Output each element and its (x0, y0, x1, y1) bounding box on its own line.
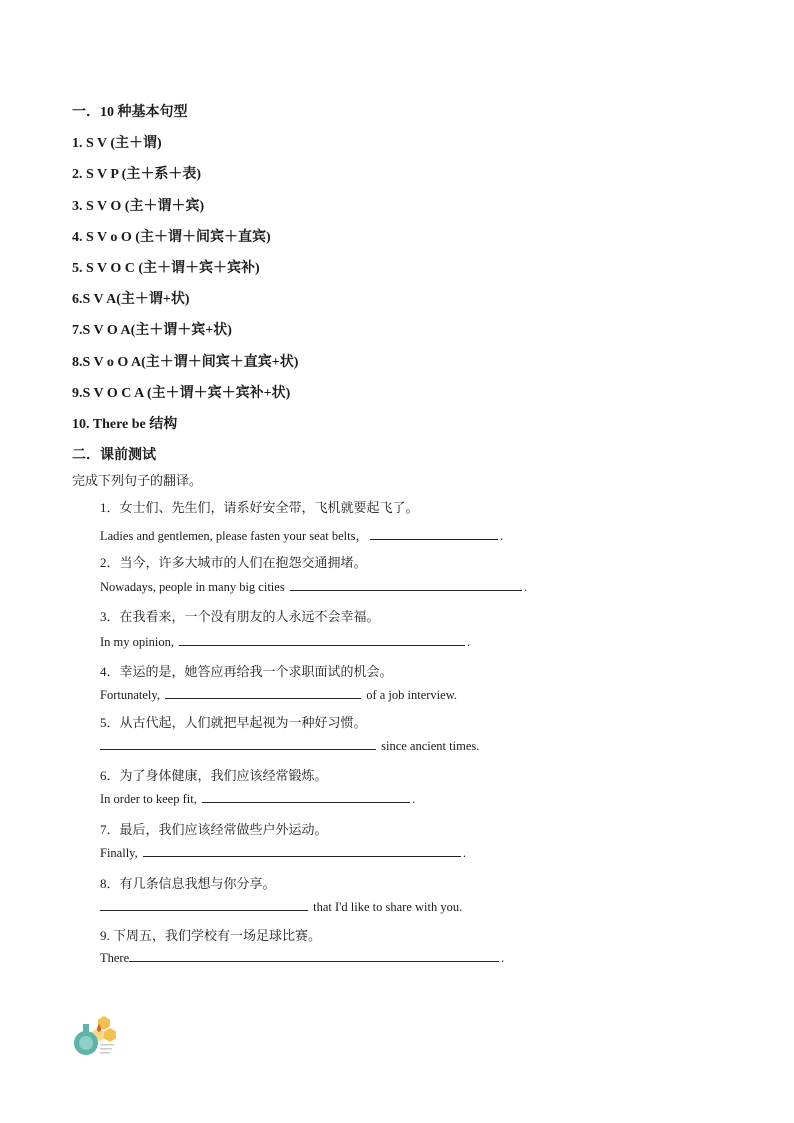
answer-suffix: . (462, 846, 466, 860)
answer-blank[interactable] (165, 697, 361, 699)
hexagon-right-icon (104, 1028, 116, 1042)
answer-suffix: . (523, 580, 527, 594)
deco-line-icon (100, 1048, 112, 1050)
question-3-chinese: 3．在我看来，一个没有朋友的人永远不会幸福。 (100, 609, 380, 624)
flask-logo-icon (70, 1014, 118, 1058)
answer-blank[interactable] (100, 909, 308, 911)
pattern-2: 2. S V P (主＋系＋表) (72, 167, 201, 182)
pattern-5: 5. S V O C (主＋谓＋宾＋宾补) (72, 261, 260, 276)
answer-blank[interactable] (179, 644, 465, 646)
answer-prefix: In my opinion, (100, 635, 174, 649)
answer-suffix: . (499, 529, 504, 543)
deco-line-icon (100, 1044, 114, 1046)
question-9-chinese: 9. 下周五，我们学校有一场足球比赛。 (100, 928, 322, 943)
question-9-answer (100, 951, 504, 966)
pattern-4: 4. S V o O (主＋谓＋间宾＋直宾) (72, 230, 271, 245)
answer-suffix: . (467, 635, 471, 649)
question-8-answer (100, 900, 462, 915)
question-3-answer (100, 635, 470, 650)
question-2-answer (100, 580, 527, 595)
answer-prefix: Nowadays, people in many big cities (100, 580, 285, 594)
section2-title: 二．课前测试 (72, 448, 156, 463)
answer-blank[interactable] (290, 589, 522, 591)
answer-suffix: that I'd like to share with you. (313, 900, 463, 914)
question-1-answer (100, 526, 503, 544)
answer-prefix: There (100, 951, 130, 965)
question-4-answer (100, 688, 457, 703)
question-5-chinese: 5．从古代起，人们就把早起视为一种好习惯。 (100, 715, 367, 730)
pattern-3: 3. S V O (主＋谓＋宾) (72, 199, 205, 214)
deco-line-icon (100, 1052, 110, 1054)
answer-prefix: Ladies and gentlemen, please fasten your seat belts， (100, 529, 368, 543)
question-4-chinese: 4．幸运的是，她答应再给我一个求职面试的机会。 (100, 664, 393, 679)
question-1-chinese: 1．女士们、先生们，请系好安全带，飞机就要起飞了。 (100, 500, 419, 515)
answer-prefix: In order to keep fit, (100, 792, 197, 806)
answer-blank[interactable] (370, 538, 498, 540)
section1-title: 一．10 种基本句型 (72, 105, 188, 120)
answer-suffix: . (411, 792, 416, 806)
question-5-answer (100, 739, 479, 754)
flask-logo-svg (70, 1014, 118, 1058)
question-6-chinese: 6．为了身体健康，我们应该经常锻炼。 (100, 768, 328, 783)
answer-prefix: Fortunately, (100, 688, 160, 702)
question-2-chinese: 2．当今，许多大城市的人们在抱怨交通拥堵。 (100, 555, 367, 570)
answer-blank[interactable] (129, 960, 499, 962)
answer-prefix: Finally, (100, 846, 138, 860)
pattern-1: 1. S V (主＋谓) (72, 136, 162, 151)
pattern-9: 9.S V O C A (主＋谓＋宾＋宾补+状) (72, 386, 291, 401)
answer-suffix: of a job interview. (366, 688, 458, 702)
pattern-8: 8.S V o O A(主＋谓＋间宾＋直宾+状) (72, 355, 299, 370)
flask-neck-icon (83, 1024, 89, 1032)
answer-suffix: . (501, 951, 505, 965)
pattern-10: 10. There be 结构 (72, 417, 178, 432)
answer-blank[interactable] (100, 748, 376, 750)
question-7-chinese: 7．最后，我们应该经常做些户外运动。 (100, 822, 328, 837)
pattern-6: 6.S V A(主＋谓+状) (72, 292, 190, 307)
question-6-answer (100, 792, 415, 807)
answer-blank[interactable] (202, 801, 410, 803)
answer-suffix: since ancient times. (381, 739, 480, 753)
flask-liquid-icon (79, 1036, 93, 1050)
question-8-chinese: 8．有几条信息我想与你分享。 (100, 876, 276, 891)
question-7-answer (100, 846, 466, 861)
pattern-7: 7.S V O A(主＋谓＋宾+状) (72, 323, 232, 338)
instruction: 完成下列句子的翻译。 (72, 473, 203, 488)
answer-blank[interactable] (143, 855, 461, 857)
